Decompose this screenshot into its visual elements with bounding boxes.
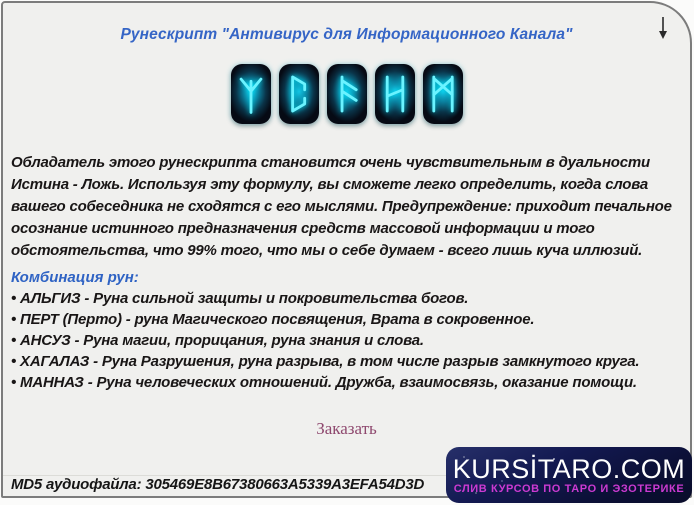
rune-perthro-icon bbox=[279, 64, 319, 124]
md5-audio-hash: MD5 аудиофайла: 305469E8B67380663A5339A3EFA54D3D bbox=[11, 476, 425, 493]
rune-list-item-ansuz: • АНСУЗ - Руна магии, прорицания, руна знания и слова. bbox=[11, 330, 680, 351]
rune-algiz-icon bbox=[231, 64, 271, 124]
rune-ansuz-icon bbox=[327, 64, 367, 124]
rune-list-item-algiz: • АЛЬГИЗ - Руна сильной защиты и покровительства богов. bbox=[11, 288, 680, 309]
watermark-tagline: СЛИВ КУРСОВ ПО ТАРО И ЭЗОТЕРИКЕ bbox=[453, 483, 685, 495]
rune-list bbox=[11, 288, 680, 393]
combination-heading: Комбинация рун: bbox=[11, 269, 139, 286]
corner-fold-arrow-icon bbox=[657, 16, 669, 42]
description-text: Обладатель этого рунескрипта становится очень чувствительным в дуальности Истина - Ложь. Используя эту формулу, вы сможете легко определить, когда слова вашего собеседника не сходятся с его мыслями. Предупреждение: приходит печальное осознание истинного предназначения средств массовой информации и того обстоятельства, что 99% того, что мы о себе думаем - всего лишь куча иллюзий. bbox=[11, 154, 672, 259]
watermark-banner bbox=[446, 447, 692, 503]
order-link[interactable]: Заказать bbox=[316, 419, 377, 438]
watermark-site-name: KURSİTARO.COM bbox=[452, 454, 686, 484]
page-title: Рунескрипт "Антивирус для Информационного Канала" bbox=[120, 26, 573, 43]
rune-hagalaz-icon bbox=[375, 64, 415, 124]
rune-list-item-pert: • ПЕРТ (Перто) - руна Магического посвящения, Врата в сокровенное. bbox=[11, 309, 680, 330]
rune-mannaz-icon bbox=[423, 64, 463, 124]
runescript-page bbox=[1, 1, 692, 498]
rune-list-item-mannaz: • МАННАЗ - Руна человеческих отношений. Дружба, взаимосвязь, оказание помощи. bbox=[11, 372, 680, 393]
runes-image bbox=[3, 64, 690, 124]
order-row bbox=[3, 419, 690, 439]
rune-list-item-hagalaz: • ХАГАЛАЗ - Руна Разрушения, руна разрыва, в том числе разрыв замкнутого круга. bbox=[11, 351, 680, 372]
